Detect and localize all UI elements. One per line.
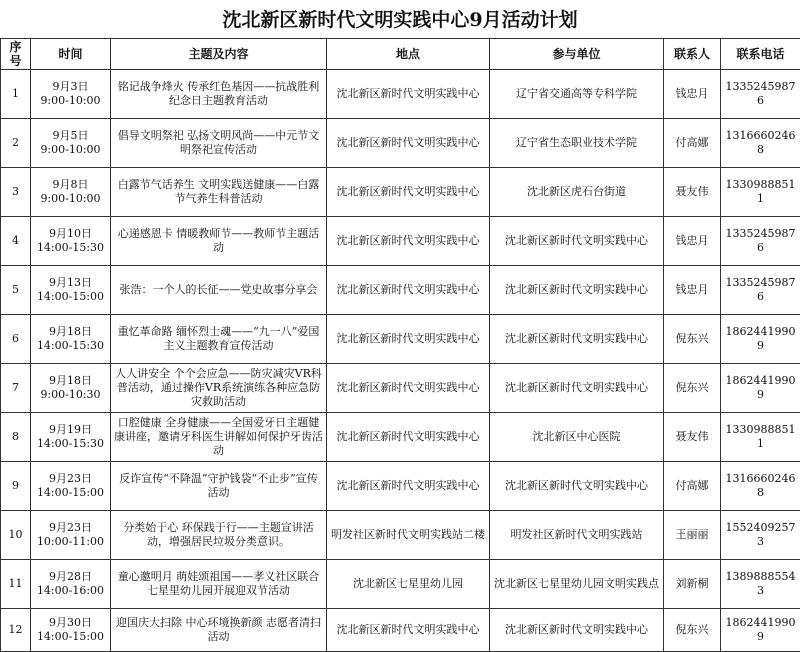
page-title: 沈北新区新时代文明实践中心9月活动计划 [222,9,578,31]
cell-phone: 13352459876 [721,217,800,266]
table-row [1,217,800,266]
cell-phone: 13309888511 [721,168,800,217]
cell-no: 11 [1,560,31,609]
cell-contact: 聂友伟 [664,168,721,217]
cell-theme: 铭记战争烽火 传承红色基因——抗战胜利纪念日主题教育活动 [111,70,327,119]
cell-phone: 15524092573 [721,511,800,560]
cell-time [31,315,111,364]
cell-time-range: 9:00-10:30 [40,388,101,401]
cell-theme: 迎国庆大扫除 中心环境换新颜 志愿者清扫活动 [111,609,327,652]
cell-contact: 倪东兴 [664,609,721,652]
header-phone: 联系电话 [721,39,800,70]
header-contact: 联系人 [664,39,721,70]
cell-unit: 沈北新区新时代文明实践中心 [490,315,664,364]
cell-time [31,168,111,217]
header-no: 序号 [1,39,31,70]
table-header-row [1,39,800,70]
cell-place: 沈北新区新时代文明实践中心 [327,70,490,119]
cell-phone: 13166602468 [721,119,800,168]
cell-phone: 13352459876 [721,266,800,315]
cell-place: 沈北新区新时代文明实践中心 [327,168,490,217]
cell-contact: 倪东兴 [664,315,721,364]
cell-phone: 13352459876 [721,70,800,119]
cell-time [31,511,111,560]
header-unit: 参与单位 [490,39,664,70]
table-row [1,266,800,315]
cell-no: 2 [1,119,31,168]
cell-theme: 分类始于心 环保践于行——主题宣讲活动，增强居民垃圾分类意识。 [111,511,327,560]
cell-unit: 沈北新区中心医院 [490,413,664,462]
cell-place: 沈北新区新时代文明实践中心 [327,119,490,168]
cell-date: 9月13日 [49,276,92,289]
cell-time-range: 14:00-15:30 [36,241,105,254]
cell-contact: 付高娜 [664,462,721,511]
cell-theme: 张浩：一个人的长征——党史故事分享会 [111,266,327,315]
schedule-table [0,38,800,652]
cell-time [31,609,111,652]
cell-phone: 18624419909 [721,315,800,364]
cell-theme: 心递感恩卡 情暖教师节——教师节主题活动 [111,217,327,266]
cell-theme: 人人讲安全 个个会应急——防灾减灾VR科普活动，通过操作VR系统演练各种应急防灾救助活动 [111,364,327,413]
cell-date: 9月3日 [52,80,89,93]
cell-place: 沈北新区新时代文明实践中心 [327,217,490,266]
cell-contact: 倪东兴 [664,364,721,413]
cell-time [31,119,111,168]
cell-no: 8 [1,413,31,462]
cell-contact: 付高娜 [664,119,721,168]
header-place: 地点 [327,39,490,70]
cell-unit: 辽宁省交通高等专科学院 [490,70,664,119]
cell-contact: 聂友伟 [664,413,721,462]
cell-phone: 18624419909 [721,609,800,652]
cell-no: 10 [1,511,31,560]
cell-time-range: 10:00-11:00 [36,535,105,548]
cell-time [31,413,111,462]
cell-date: 9月10日 [49,227,92,240]
cell-no: 1 [1,70,31,119]
cell-theme: 重忆革命路 缅怀烈士魂——“九一八”爱国主义主题教育宣传活动 [111,315,327,364]
cell-date: 9月23日 [49,521,92,534]
table-row [1,168,800,217]
table-row [1,511,800,560]
cell-time [31,217,111,266]
cell-theme: 白露节气话养生 文明实践送健康——白露节气养生科普活动 [111,168,327,217]
table-row [1,560,800,609]
cell-place: 沈北新区新时代文明实践中心 [327,364,490,413]
cell-date: 9月18日 [49,374,92,387]
table-row [1,609,800,652]
cell-no: 7 [1,364,31,413]
cell-theme: 童心邀明月 萌娃颂祖国——孝义社区联合七星里幼儿园开展迎双节活动 [111,560,327,609]
cell-time [31,70,111,119]
cell-unit: 沈北新区七星里幼儿园文明实践点 [490,560,664,609]
table-row [1,315,800,364]
cell-time [31,266,111,315]
cell-unit: 辽宁省生态职业技术学院 [490,119,664,168]
cell-contact: 钱忠月 [664,70,721,119]
cell-place: 明发社区新时代文明实践站二楼 [327,511,490,560]
cell-time [31,462,111,511]
cell-no: 3 [1,168,31,217]
cell-time-range: 14:00-15:30 [36,339,105,352]
table-row [1,70,800,119]
cell-date: 9月5日 [52,129,89,142]
header-time: 时间 [31,39,111,70]
table-row [1,413,800,462]
cell-unit: 沈北新区新时代文明实践中心 [490,217,664,266]
cell-theme: 反诈宣传“不降温”守护钱袋“不止步”宣传活动 [111,462,327,511]
cell-no: 9 [1,462,31,511]
cell-unit: 沈北新区新时代文明实践中心 [490,462,664,511]
cell-unit: 明发社区新时代文明实践站 [490,511,664,560]
cell-time-range: 9:00-10:00 [40,192,101,205]
cell-contact: 钱忠月 [664,266,721,315]
cell-date: 9月30日 [49,616,92,629]
cell-theme: 口腔健康 全身健康——全国爱牙日主题健康讲座，邀请牙科医生讲解如何保护牙齿活动 [111,413,327,462]
cell-time-range: 14:00-15:00 [36,630,105,643]
cell-unit: 沈北新区虎石台街道 [490,168,664,217]
table-row [1,462,800,511]
cell-place: 沈北新区新时代文明实践中心 [327,413,490,462]
cell-unit: 沈北新区新时代文明实践中心 [490,364,664,413]
cell-no: 4 [1,217,31,266]
cell-phone: 13898885543 [721,560,800,609]
cell-time-range: 14:00-15:00 [36,290,105,303]
cell-time [31,560,111,609]
header-theme: 主题及内容 [111,39,327,70]
cell-contact: 王丽丽 [664,511,721,560]
cell-time-range: 14:00-15:00 [36,486,105,499]
cell-time-range: 9:00-10:00 [40,94,101,107]
cell-phone: 13166602468 [721,462,800,511]
cell-date: 9月28日 [49,570,92,583]
cell-phone: 18624419909 [721,364,800,413]
cell-unit: 沈北新区新时代文明实践中心 [490,266,664,315]
cell-no: 6 [1,315,31,364]
cell-time-range: 14:00-15:30 [36,437,105,450]
table-row [1,364,800,413]
cell-contact: 钱忠月 [664,217,721,266]
cell-place: 沈北新区新时代文明实践中心 [327,462,490,511]
cell-place: 沈北新区新时代文明实践中心 [327,609,490,652]
cell-no: 12 [1,609,31,652]
cell-time [31,364,111,413]
cell-date: 9月8日 [52,178,89,191]
cell-unit: 沈北新区新时代文明实践中心 [490,609,664,652]
cell-place: 沈北新区新时代文明实践中心 [327,266,490,315]
table-row [1,119,800,168]
cell-date: 9月19日 [49,423,92,436]
cell-contact: 刘新桐 [664,560,721,609]
cell-place: 沈北新区新时代文明实践中心 [327,315,490,364]
cell-date: 9月18日 [49,325,92,338]
cell-theme: 倡导文明祭祀 弘扬文明风尚——中元节文明祭祀宣传活动 [111,119,327,168]
cell-phone: 13309888511 [721,413,800,462]
cell-time-range: 14:00-16:00 [36,584,105,597]
cell-date: 9月23日 [49,472,92,485]
cell-place: 沈北新区七星里幼儿园 [327,560,490,609]
cell-time-range: 9:00-10:00 [40,143,101,156]
cell-no: 5 [1,266,31,315]
